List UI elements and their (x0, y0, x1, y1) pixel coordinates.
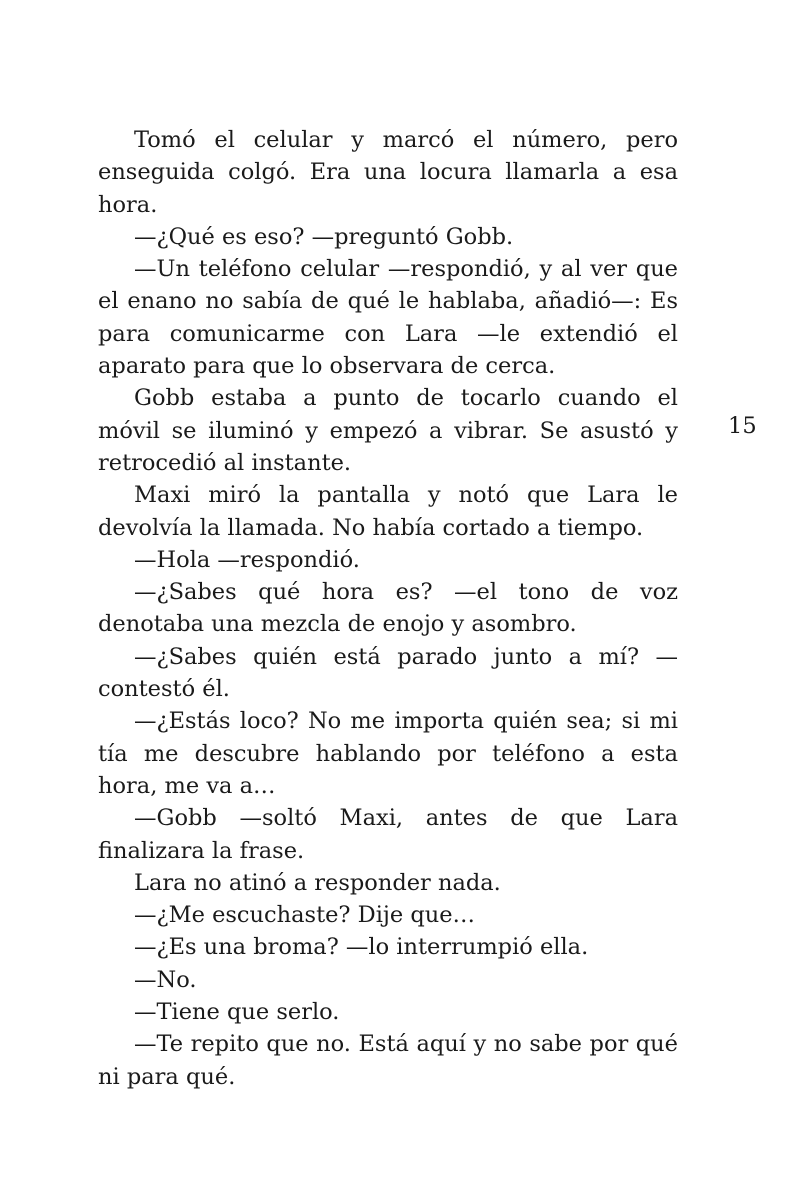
body-text (98, 124, 678, 1093)
paragraph: —Te repito que no. Está aquí y no sabe por qué ni para qué. (98, 1031, 678, 1090)
paragraph: —¿Me escuchaste? Dije que… (134, 902, 476, 929)
paragraph: —Un teléfono celular —respondió, y al ver que el enano no sabía de qué le hablaba, añadió—: Es para comunicarme con Lara —le extendió el aparato para que lo observara de cerca. (98, 256, 678, 380)
paragraph: —Hola —respondió. (134, 546, 360, 573)
paragraph: Maxi miró la pantalla y notó que Lara le devolvía la llamada. No había cortado a tiempo. (98, 482, 678, 541)
paragraph: Tomó el celular y marcó el número, pero enseguida colgó. Era una locura llamarla a esa hora. (98, 127, 678, 218)
paragraph: —¿Qué es eso? —preguntó Gobb. (134, 223, 514, 250)
paragraph: —¿Sabes quién está parado junto a mí? —contestó él. (98, 643, 678, 703)
paragraph: —¿Estás loco? No me importa quién sea; si mi tía me descubre hablando por teléfono a esta hora, me va a… (98, 708, 678, 799)
paragraph: —Tiene que serlo. (134, 999, 340, 1026)
page-number: 15 (728, 413, 757, 439)
paragraph: —Gobb —soltó Maxi, antes de que Lara finalizara la frase. (98, 805, 678, 864)
paragraph: —No. (134, 966, 197, 993)
paragraph: —¿Sabes qué hora es? —el tono de voz denotaba una mezcla de enojo y asombro. (98, 579, 678, 638)
paragraph: Lara no atinó a responder nada. (134, 869, 501, 896)
paragraph: —¿Es una broma? —lo interrumpió ella. (134, 934, 589, 961)
paragraph: Gobb estaba a punto de tocarlo cuando el móvil se iluminó y empezó a vibrar. Se asustó y retrocedió al instante. (98, 385, 678, 476)
